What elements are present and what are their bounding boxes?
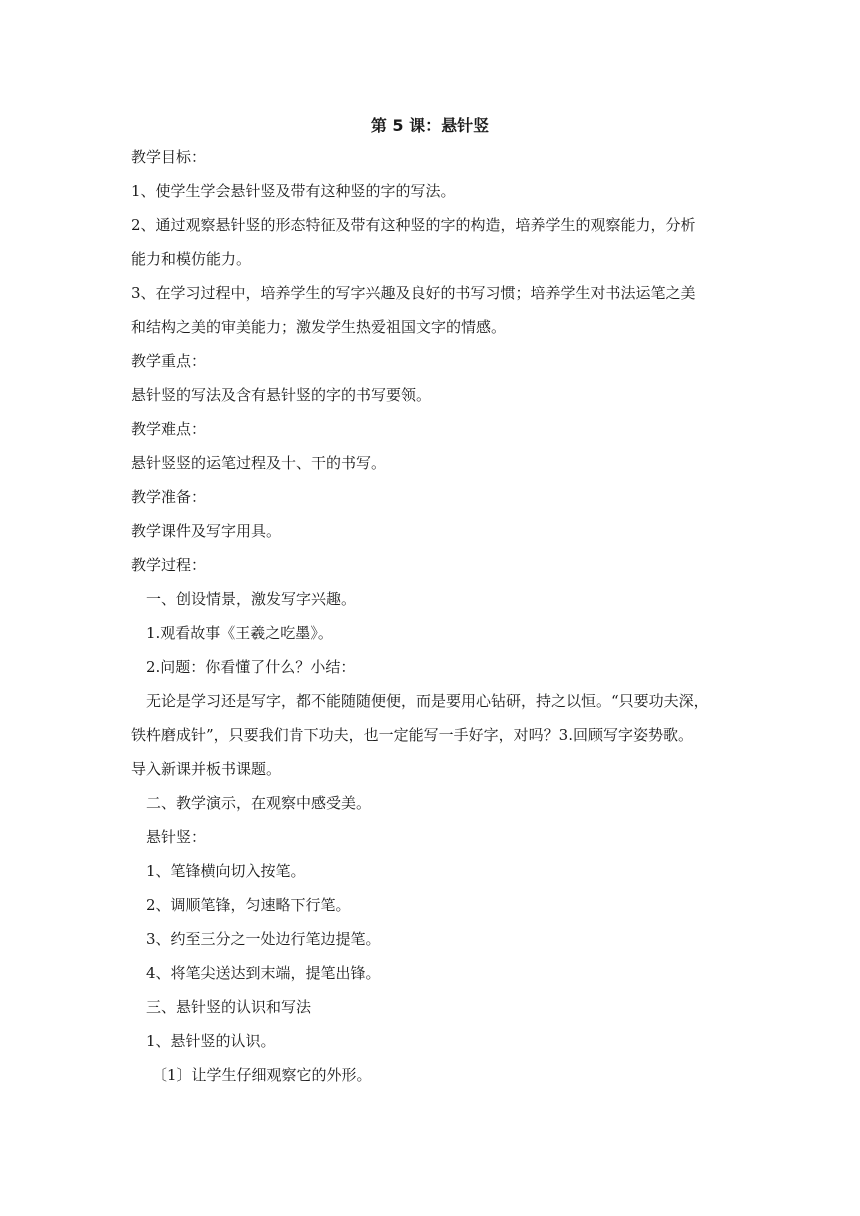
preparation-text: 教学课件及写字用具。 (131, 522, 282, 540)
stroke-step-2: 2、调顺笔锋，匀速略下行笔。 (146, 896, 351, 914)
difficulties-text: 悬针竖竖的运笔过程及十、干的书写。 (131, 454, 387, 472)
stroke-name-label: 悬针竖： (146, 828, 207, 846)
process-step-2-heading: 二、教学演示，在观察中感受美。 (146, 794, 372, 812)
objective-2-line-2: 能力和模仿能力。 (131, 250, 252, 268)
summary-paragraph-line-1: 无论是学习还是写字，都不能随随便便，而是要用心钻研，持之以恒。“只要功夫深， (146, 692, 709, 710)
objective-3-line-1: 3、在学习过程中，培养学生的写字兴趣及良好的书写习惯；培养学生对书法运笔之美 (131, 284, 696, 302)
process-step-1-heading: 一、创设情景，激发写字兴趣。 (146, 590, 357, 608)
process-item-story: 1.观看故事《王羲之吃墨》。 (146, 624, 333, 642)
summary-paragraph-line-3: 导入新课并板书课题。 (131, 760, 282, 778)
section-heading-difficulties: 教学难点： (131, 420, 207, 438)
lesson-title: 第 5 课：悬针竖 (370, 116, 490, 135)
stroke-step-4: 4、将笔尖送达到末端，提笔出锋。 (146, 964, 381, 982)
recognition-item: 1、悬针竖的认识。 (146, 1032, 276, 1050)
section-heading-process: 教学过程： (131, 556, 207, 574)
section-heading-key-points: 教学重点： (131, 352, 207, 370)
section-heading-preparation: 教学准备： (131, 488, 207, 506)
objective-3-line-2: 和结构之美的审美能力；激发学生热爱祖国文字的情感。 (131, 318, 507, 336)
section-heading-objectives: 教学目标： (131, 148, 207, 166)
process-step-3-heading: 三、悬针竖的认识和写法 (146, 998, 312, 1016)
key-points-text: 悬针竖的写法及含有悬针竖的字的书写要领。 (131, 386, 432, 404)
recognition-subitem-1: 〔1〕让学生仔细观察它的外形。 (152, 1066, 372, 1084)
objective-1: 1、使学生学会悬针竖及带有这种竖的字的写法。 (131, 182, 456, 200)
objective-2-line-1: 2、通过观察悬针竖的形态特征及带有这种竖的字的构造，培养学生的观察能力，分析 (131, 216, 696, 234)
summary-paragraph-line-2: 铁杵磨成针”，只要我们肯下功夫，也一定能写一手好字，对吗？3.回顾写字姿势歌。 (131, 726, 693, 744)
stroke-step-1: 1、笔锋横向切入按笔。 (146, 862, 306, 880)
stroke-step-3: 3、约至三分之一处边行笔边提笔。 (146, 930, 381, 948)
process-item-question: 2.问题：你看懂了什么？小结： (146, 658, 356, 676)
